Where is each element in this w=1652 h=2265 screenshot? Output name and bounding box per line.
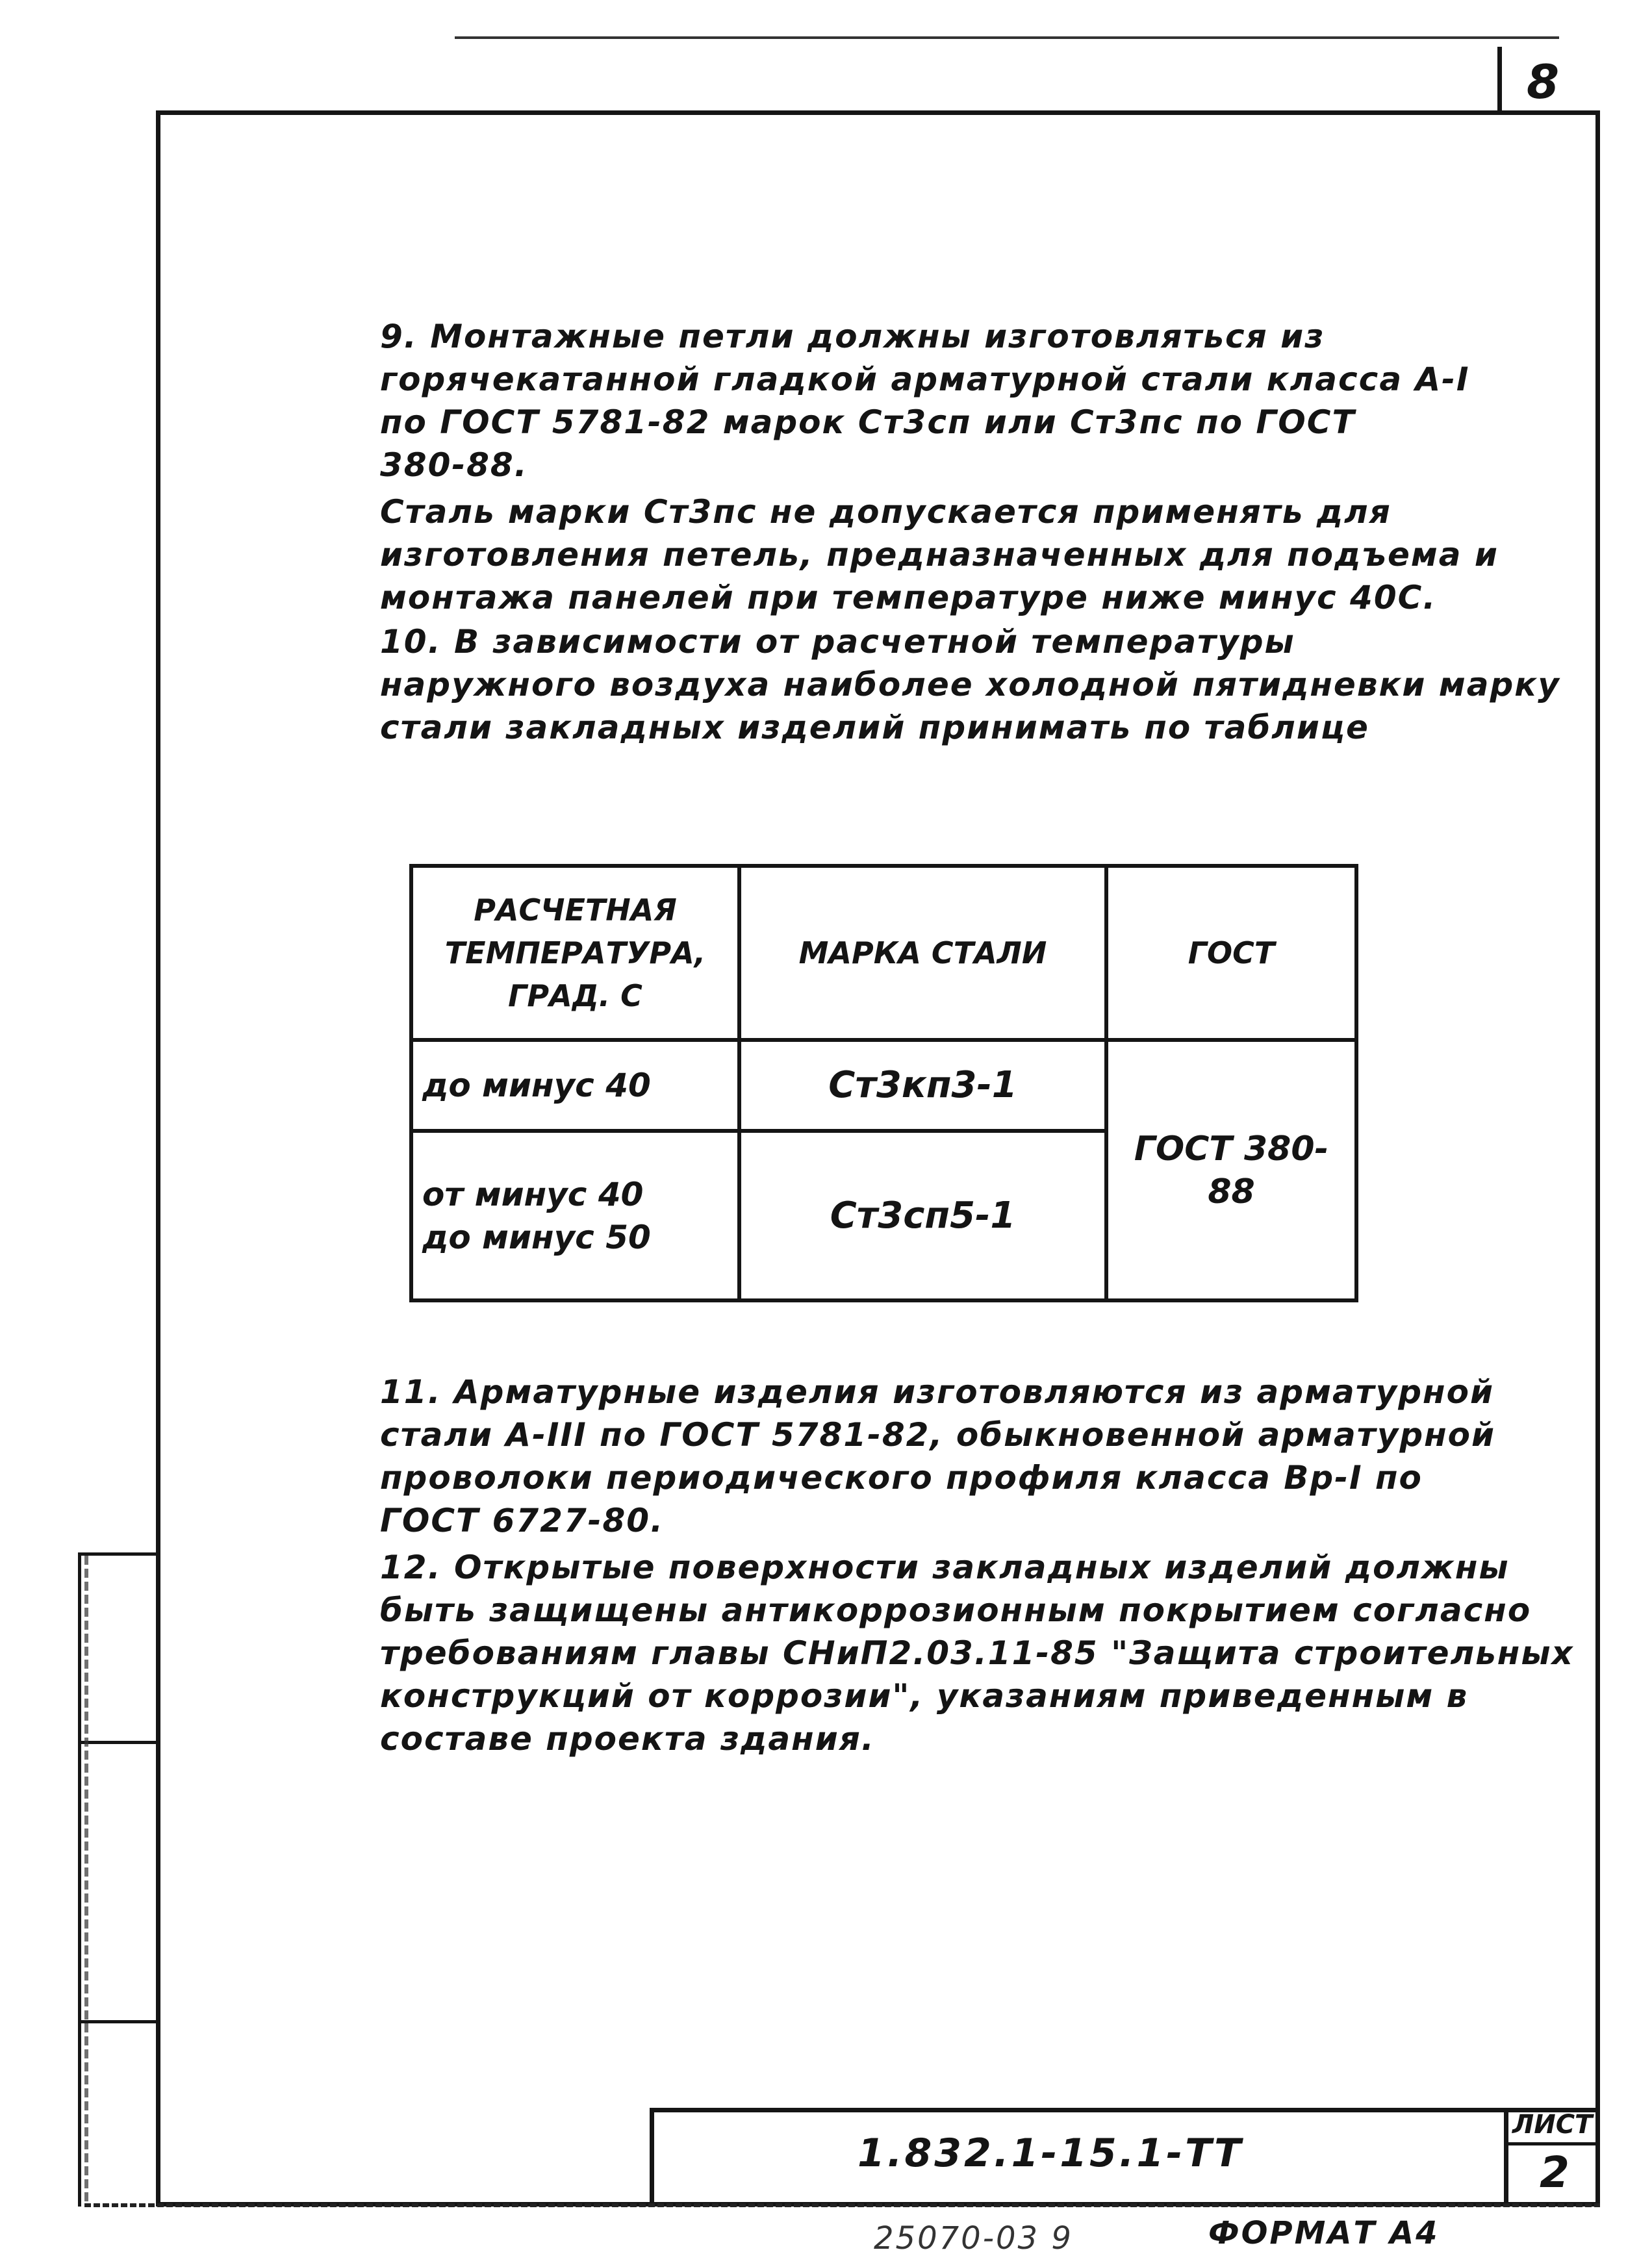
archive-number: 25070-03 9 bbox=[874, 2220, 1073, 2257]
text-line: требованиям главы СНиП2.03.11-85 "Защита строительных bbox=[380, 1634, 1574, 1672]
text-line: 9. Монтажные петли должны изготовляться из bbox=[380, 318, 1325, 355]
cell-steel-grade: Ст3кп3-1 bbox=[739, 1040, 1106, 1131]
text-line: наружного воздуха наиболее холодной пятидневки марку bbox=[380, 666, 1560, 703]
paragraph-12 bbox=[380, 1546, 1574, 1760]
paragraph-9-note bbox=[380, 490, 1497, 619]
bottom-rule bbox=[84, 2203, 1600, 2207]
cell-temperature: до минус 40 bbox=[411, 1040, 739, 1131]
page-number: 8 bbox=[1527, 55, 1560, 109]
text-line: конструкций от коррозии", указаниям приведенным в bbox=[380, 1677, 1469, 1715]
text-line: проволоки периодического профиля класса Вр-I по bbox=[380, 1459, 1423, 1497]
document-code: 1.832.1-15.1-ТТ bbox=[858, 2131, 1244, 2176]
text-line: 11. Арматурные изделия изготовляются из арматурной bbox=[380, 1373, 1494, 1411]
cell-gost: ГОСТ 380-88 bbox=[1106, 1040, 1356, 1300]
text-line: быть защищены антикоррозионным покрытием согласно bbox=[380, 1591, 1532, 1629]
text-line: 380-88. bbox=[380, 446, 528, 484]
cell-steel-grade: Ст3сп5-1 bbox=[739, 1131, 1106, 1300]
binding-divider bbox=[78, 2020, 156, 2023]
text-line: стали А-III по ГОСТ 5781-82, обыкновенной арматурной bbox=[380, 1416, 1496, 1454]
sheet-box-divider bbox=[1504, 2142, 1600, 2145]
steel-grade-table bbox=[409, 864, 1358, 1302]
header-gost: ГОСТ bbox=[1106, 866, 1356, 1040]
paragraph-10 bbox=[380, 620, 1560, 749]
text-line: Сталь марки Ст3пс не допускается применять для bbox=[380, 493, 1391, 531]
table-row bbox=[411, 1040, 1356, 1131]
paragraph-9 bbox=[380, 315, 1497, 487]
text-line: 10. В зависимости от расчетной температуры bbox=[380, 623, 1295, 661]
text-line: ГОСТ 6727-80. bbox=[380, 1502, 665, 1539]
header-temperature: РАСЧЕТНАЯ ТЕМПЕРАТУРА, ГРАД. С bbox=[411, 866, 739, 1040]
binding-stamp-stroke bbox=[84, 1556, 88, 2205]
cell-temperature-line: от минус 40 bbox=[422, 1175, 644, 1213]
cell-temperature bbox=[411, 1131, 739, 1300]
text-line: стали закладных изделий принимать по таблице bbox=[380, 709, 1369, 746]
text-line: горячекатанной гладкой арматурной стали класса А-I bbox=[380, 361, 1470, 398]
binding-margin bbox=[78, 1552, 156, 2207]
sheet-number: 2 bbox=[1540, 2147, 1569, 2197]
binding-divider bbox=[78, 1741, 156, 1744]
text-line: монтажа панелей при температуре ниже минус 40С. bbox=[380, 579, 1437, 616]
format-label: ФОРМАТ А4 bbox=[1208, 2215, 1440, 2251]
text-line: изготовления петель, предназначенных для подъема и bbox=[380, 536, 1499, 574]
cell-temperature-line: до минус 50 bbox=[422, 1218, 651, 1256]
text-line: составе проекта здания. bbox=[380, 1720, 875, 1758]
sheet-label: ЛИСТ bbox=[1512, 2110, 1593, 2140]
table-header-row bbox=[411, 866, 1356, 1040]
text-line: 12. Открытые поверхности закладных изделий должны bbox=[380, 1549, 1510, 1586]
paragraph-11 bbox=[380, 1371, 1497, 1542]
text-line: по ГОСТ 5781-82 марок Ст3сп или Ст3пс по ГОСТ bbox=[380, 403, 1356, 441]
top-rule bbox=[455, 36, 1559, 39]
header-steel-grade: МАРКА СТАЛИ bbox=[739, 866, 1106, 1040]
